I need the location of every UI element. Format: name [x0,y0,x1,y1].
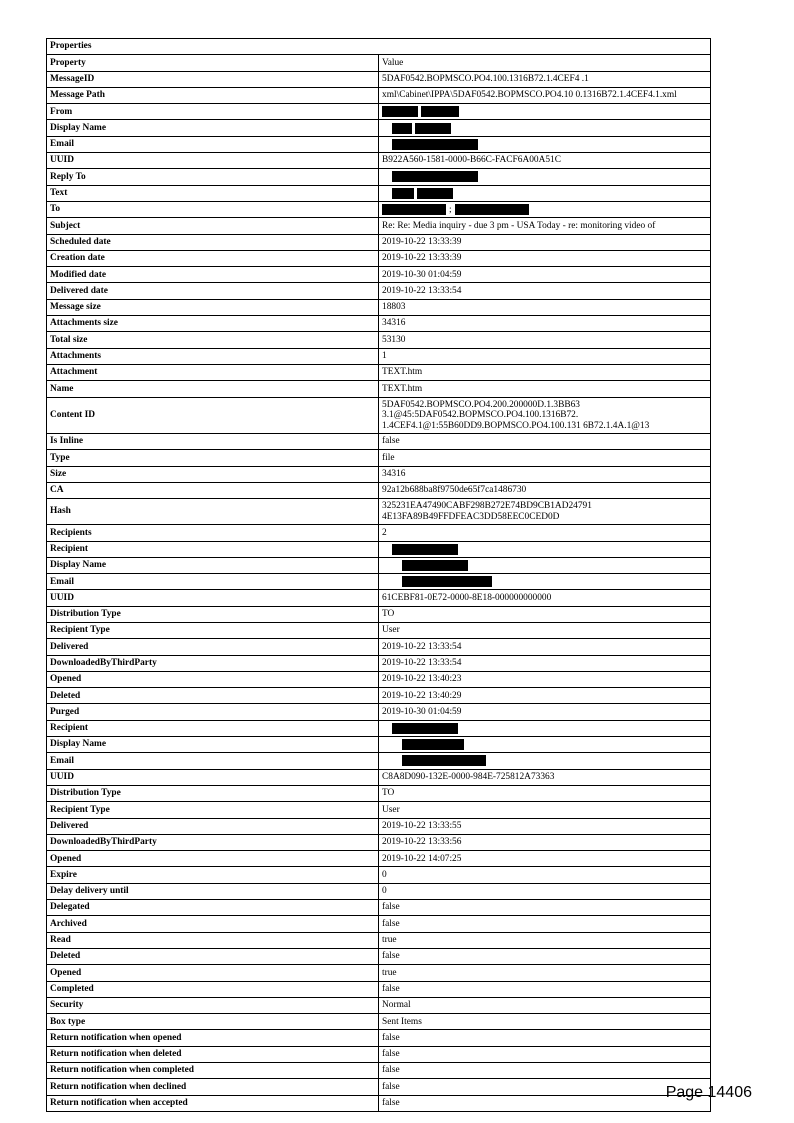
redaction-block [402,560,468,571]
table-row [47,466,711,482]
property-name: Return notification when completed [47,1063,379,1079]
property-value: 61CEBF81-0E72-0000-8E18-000000000000 [379,590,711,606]
page-number: Page 14406 [665,1084,752,1101]
property-name: Type [47,450,379,466]
table-row [47,153,711,169]
property-name: Modified date [47,267,379,283]
property-value: 2019-10-30 01:04:59 [379,704,711,720]
property-name: Is Inline [47,434,379,450]
property-value: 1 [379,348,711,364]
separator: ; [449,204,452,215]
property-name: Attachments size [47,316,379,332]
property-value [379,185,711,201]
table-row [47,71,711,87]
table-row [47,867,711,883]
table-row [47,851,711,867]
properties-table [46,38,711,1112]
property-value: 2019-10-22 13:33:56 [379,834,711,850]
table-row [47,218,711,234]
table-row [47,283,711,299]
table-row [47,299,711,315]
table-row [47,332,711,348]
property-value: 2019-10-22 14:07:25 [379,851,711,867]
table-row [47,916,711,932]
property-value: false [379,434,711,450]
table-row [47,201,711,217]
property-name: Recipient [47,541,379,557]
property-value: true [379,932,711,948]
property-value: 2 [379,525,711,541]
property-value: 325231EA47490CABF298B272E74BD9CB1AD24791 4E13FA89B49FFDFEAC3DD58EEC0CED0D [379,499,711,525]
table-row [47,785,711,801]
property-value: User [379,802,711,818]
table-row [47,482,711,498]
table-title: Properties [47,39,711,55]
property-value: false [379,900,711,916]
property-value: false [379,1030,711,1046]
property-value: file [379,450,711,466]
property-value: false [379,1046,711,1062]
property-value: 34316 [379,316,711,332]
table-row [47,169,711,185]
property-value [379,557,711,573]
property-name: Opened [47,965,379,981]
property-value: 2019-10-22 13:40:23 [379,671,711,687]
table-row [47,1079,711,1095]
table-row [47,381,711,397]
table-row [47,450,711,466]
property-value: Re: Re: Media inquiry - due 3 pm - USA Today - re: monitoring video of [379,218,711,234]
properties-table-body [47,39,711,1112]
table-row [47,557,711,573]
table-row [47,525,711,541]
property-value [379,720,711,736]
table-row [47,1063,711,1079]
property-value: 2019-10-22 13:33:39 [379,250,711,266]
table-row [47,818,711,834]
redaction-block [392,188,414,199]
table-row [47,932,711,948]
property-name: Scheduled date [47,234,379,250]
table-row [47,720,711,736]
property-name: Total size [47,332,379,348]
property-value: 2019-10-22 13:33:54 [379,655,711,671]
property-value: C8A8D090-132E-0000-984E-725812A73363 [379,769,711,785]
property-name: Email [47,136,379,152]
property-name: Message size [47,299,379,315]
property-value: 2019-10-22 13:40:29 [379,688,711,704]
property-value [379,104,711,120]
redaction-block [392,123,412,134]
property-value: 0 [379,867,711,883]
property-value [379,169,711,185]
table-row [47,316,711,332]
property-name: Attachment [47,364,379,380]
property-value [379,120,711,136]
property-name: Delegated [47,900,379,916]
property-value: 18803 [379,299,711,315]
property-name: Expire [47,867,379,883]
property-value: TEXT.htm [379,381,711,397]
property-name: Reply To [47,169,379,185]
property-name: Subject [47,218,379,234]
table-row [47,1046,711,1062]
property-name: To [47,201,379,217]
property-name: Distribution Type [47,606,379,622]
table-row [47,185,711,201]
property-name: Purged [47,704,379,720]
property-value: false [379,948,711,964]
property-name: Recipient Type [47,802,379,818]
property-value: User [379,623,711,639]
table-row [47,104,711,120]
table-row [47,364,711,380]
property-name: Display Name [47,557,379,573]
table-row [47,1014,711,1030]
property-name: UUID [47,153,379,169]
table-row [47,997,711,1013]
redaction-block [455,204,529,215]
table-row [47,397,711,434]
table-row [47,574,711,590]
property-name: Message Path [47,87,379,103]
property-name: Recipients [47,525,379,541]
property-name: Content ID [47,397,379,434]
property-name: Size [47,466,379,482]
property-name: Delay delivery until [47,883,379,899]
table-row [47,623,711,639]
table-row [47,606,711,622]
table-row [47,981,711,997]
property-value: 0 [379,883,711,899]
property-name: From [47,104,379,120]
property-value [379,201,711,217]
property-name: Delivered [47,818,379,834]
redaction-block [417,188,453,199]
property-name: Recipient Type [47,623,379,639]
property-name: DownloadedByThirdParty [47,655,379,671]
property-name: Opened [47,851,379,867]
property-name: Email [47,574,379,590]
redaction-block [402,739,464,750]
property-name: MessageID [47,71,379,87]
table-row [47,753,711,769]
table-row [47,250,711,266]
table-header-row [47,55,711,71]
table-row [47,655,711,671]
table-row [47,541,711,557]
property-value [379,737,711,753]
redaction-block [392,171,478,182]
table-row [47,883,711,899]
table-row [47,136,711,152]
redaction-block [392,723,458,734]
table-row [47,267,711,283]
property-value: TO [379,606,711,622]
property-name: Opened [47,671,379,687]
redaction-block [392,139,478,150]
property-value: TEXT.htm [379,364,711,380]
property-name: Deleted [47,948,379,964]
property-value: false [379,981,711,997]
property-value: true [379,965,711,981]
property-name: Text [47,185,379,201]
property-value: false [379,1095,711,1111]
redaction-block [421,106,459,117]
property-value: 5DAF0542.BOPMSCO.PO4.200.200000D.1.3BB63 3.1@45:5DAF0542.BOPMSCO.PO4.100.1316B72. 1.4CEF4.1@1:55B60DD9.BOPMSCO.PO4.100.131 6B72.1.4A.1@13 [379,397,711,434]
property-name: Return notification when declined [47,1079,379,1095]
table-row [47,769,711,785]
property-name: Display Name [47,737,379,753]
property-value: 2019-10-22 13:33:55 [379,818,711,834]
property-value: xml\Cabinet\IPPA\5DAF0542.BOPMSCO.PO4.10 0.1316B72.1.4CEF4.1.xml [379,87,711,103]
redaction-block [382,204,446,215]
table-row [47,234,711,250]
table-row [47,704,711,720]
property-name: Security [47,997,379,1013]
property-name: Return notification when opened [47,1030,379,1046]
table-row [47,590,711,606]
table-row [47,900,711,916]
property-value: false [379,1063,711,1079]
property-value: 5DAF0542.BOPMSCO.PO4.100.1316B72.1.4CEF4 .1 [379,71,711,87]
property-value: false [379,1079,711,1095]
property-name: Creation date [47,250,379,266]
value-column-header: Value [379,55,711,71]
property-value: Normal [379,997,711,1013]
property-name: Return notification when deleted [47,1046,379,1062]
property-name: Return notification when accepted [47,1095,379,1111]
property-value: 2019-10-22 13:33:54 [379,283,711,299]
table-row [47,434,711,450]
property-name: Distribution Type [47,785,379,801]
property-name: UUID [47,590,379,606]
redaction-block [392,544,458,555]
table-row [47,639,711,655]
property-name: Read [47,932,379,948]
property-name: CA [47,482,379,498]
redaction-block [402,755,486,766]
table-row [47,87,711,103]
redaction-block [382,106,418,117]
property-value: false [379,916,711,932]
property-value: TO [379,785,711,801]
property-name: Hash [47,499,379,525]
property-name: Recipient [47,720,379,736]
property-name: Email [47,753,379,769]
table-row [47,965,711,981]
property-name: Delivered date [47,283,379,299]
property-name: DownloadedByThirdParty [47,834,379,850]
property-value: 2019-10-22 13:33:54 [379,639,711,655]
table-row [47,688,711,704]
redaction-block [415,123,451,134]
table-row [47,737,711,753]
table-row [47,120,711,136]
property-name: Attachments [47,348,379,364]
property-name: Display Name [47,120,379,136]
property-value: 2019-10-30 01:04:59 [379,267,711,283]
table-row [47,834,711,850]
property-name: Box type [47,1014,379,1030]
property-value: Sent Items [379,1014,711,1030]
property-value: 2019-10-22 13:33:39 [379,234,711,250]
property-value: B922A560-1581-0000-B66C-FACF6A00A51C [379,153,711,169]
property-value: 34316 [379,466,711,482]
property-column-header: Property [47,55,379,71]
redaction-block [402,576,492,587]
property-value [379,541,711,557]
property-value [379,753,711,769]
table-row [47,802,711,818]
table-row [47,499,711,525]
property-value [379,136,711,152]
table-row [47,1030,711,1046]
property-value: 53130 [379,332,711,348]
property-name: Delivered [47,639,379,655]
property-name: Completed [47,981,379,997]
property-name: Name [47,381,379,397]
property-name: UUID [47,769,379,785]
table-title-row [47,39,711,55]
table-row [47,1095,711,1111]
table-row [47,348,711,364]
property-name: Archived [47,916,379,932]
table-row [47,671,711,687]
property-name: Deleted [47,688,379,704]
table-row [47,948,711,964]
property-value [379,574,711,590]
property-value: 92a12b688ba8f9750de65f7ca1486730 [379,482,711,498]
